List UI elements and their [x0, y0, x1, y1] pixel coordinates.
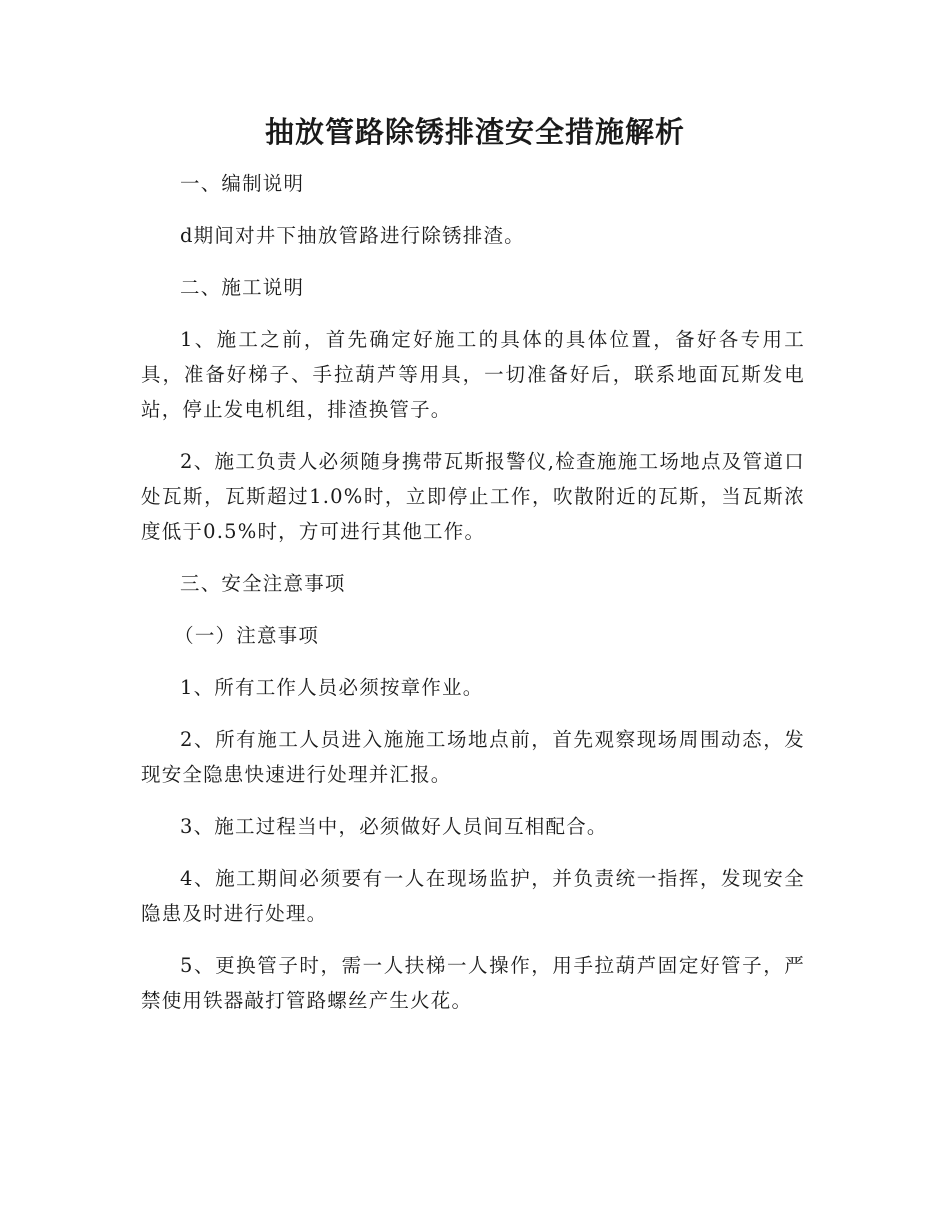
safety-paragraph-3: 3、施工过程当中，必须做好人员间互相配合。 [180, 815, 608, 838]
construction-paragraph-1: 1、施工之前，首先确定好施工的具体的具体位置，备好各专用工具，准备好梯子、手拉葫芦等用具，一切准备好后，联系地面瓦斯发电站，停止发电机组，排渣换管子。 [141, 328, 805, 421]
safety-paragraph-2: 2、所有施工人员进入施施工场地点前，首先观察现场周围动态，发现安全隐患快速进行处理并汇报。 [141, 728, 805, 786]
section-heading-compilation: 一、编制说明 [180, 172, 305, 195]
safety-paragraph-1: 1、所有工作人员必须按章作业。 [180, 676, 484, 699]
subheading-notes: （一）注意事项 [174, 624, 320, 647]
document-body [141, 166, 805, 1035]
compilation-paragraph: d期间对井下抽放管路进行除锈排渣。 [180, 224, 525, 247]
document-title: 抽放管路除锈排渣安全措施解析 [264, 115, 685, 149]
safety-paragraph-5: 5、更换管子时，需一人扶梯一人操作，用手拉葫芦固定好管子，严禁使用铁器敲打管路螺丝产生火花。 [141, 954, 805, 1012]
section-heading-safety: 三、安全注意事项 [180, 572, 346, 595]
section-heading-construction: 二、施工说明 [180, 276, 305, 299]
safety-paragraph-4: 4、施工期间必须要有一人在现场监护，并负责统一指挥，发现安全隐患及时进行处理。 [141, 867, 805, 925]
construction-paragraph-2: 2、施工负责人必须随身携带瓦斯报警仪,检查施施工场地点及管道口处瓦斯，瓦斯超过1.0%时，立即停止工作，吹散附近的瓦斯，当瓦斯浓度低于0.5%时，方可进行其他工作。 [141, 450, 805, 543]
